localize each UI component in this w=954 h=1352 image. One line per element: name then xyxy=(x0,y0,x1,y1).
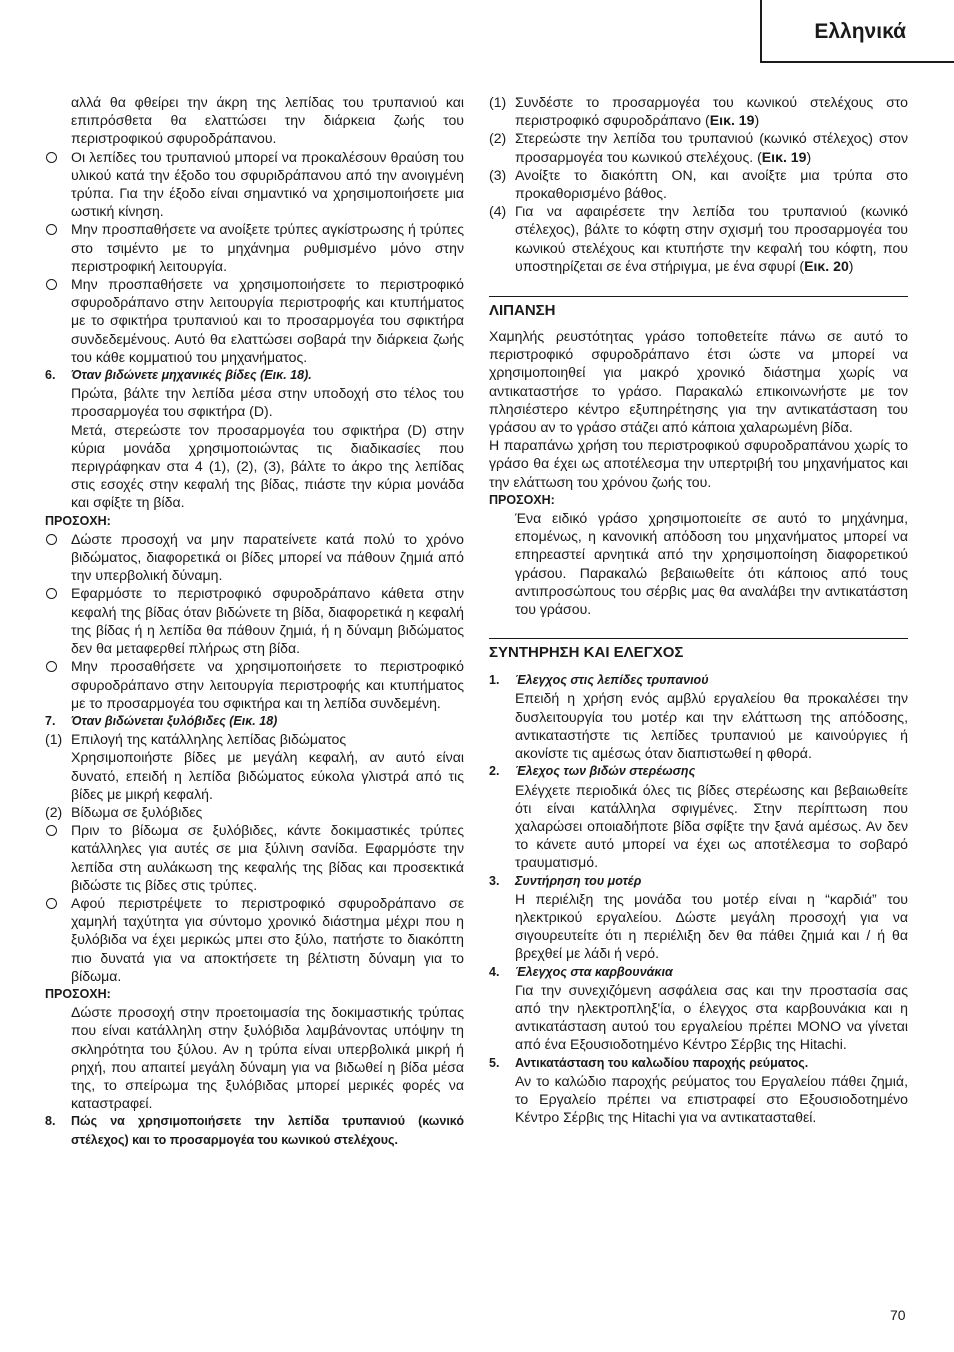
paragraph: Χαμηλής ρευστότητας γράσο τοποθετείτε πάνω σε αυτό το περιστροφικό σφυροδράπανο έτσι ώστε να μπορεί να χρησιμοποιηθεί για μακρό χρονικό διάστημα χωρίς να αντικαταστήσε το γράσο. Παρακαλώ επικοινωνήστε με τον πλησιέστερο κέντρο εξυπηρέτησης για την αντικατάσταση του γράσου αν το γράσο στάζει από κάποια χαλαρωμένη βίδα. xyxy=(489,328,908,436)
paragraph: αλλά θα φθείρει την άκρη της λεπίδας του τρυπανιού και επιπρόσθετα θα ελαττώσει την διάρκεια ζωής του περιστροφικού σφυροδράπανου. xyxy=(71,94,464,147)
step-item: (4) Για να αφαιρέσετε την λεπίδα του τρυπανιού (κωνικό στέλεχος), βάλτε το κόφτη στην σχισμή του προσαρμογέα του κωνικού στελέχους και κτυπήστε την κεφαλή του κόφτη, που υποστηρίζεται σε ένα στήριγμα, με ένα σφυρί (Εικ. 20) xyxy=(489,203,908,274)
right-column xyxy=(489,93,908,1126)
sub-item: (1) Επιλογή της κατάλληλης λεπίδας βιδώματος xyxy=(45,731,347,748)
paragraph: Η περιέλιξη της μονάδα του μοτέρ είναι η “καρδιά” του ηλεκτρικού εργαλείου. Δώστε μεγάλη προσοχή για να σιγουρευτείτε ότι η περιέλιξη δεν θα πάθει ζημιά και / ή θα βρεχθεί με λάδι ή νερό. xyxy=(515,890,908,962)
language-tab xyxy=(760,0,954,63)
bullet-item: Οι λεπίδες του τρυπανιού μπορεί να προκαλέσουν θραύση του υλικού κατά την έξοδο του σφυριδράπανου από την ανοιγμένη τρύπα. Για την έξοδο είναι σημαντικό να χρησιμοποιήσετε μια ωστική κίνηση. xyxy=(45,148,464,221)
step-item: (3) Ανοίξτε το διακόπτη ON, και ανοίξτε μια τρύπα στο προκαθορισμένο βάθος. xyxy=(489,166,908,202)
bullet-item: Μην προσπαθήσετε να ανοίξετε τρύπες αγκίστρωσης ή τρύπες στο τσιμέντο με το μηχάνημα ρυθμισμένο μόνο στην περιστροφική λειτουργία. xyxy=(45,220,464,275)
paragraph: Αν το καλώδιο παροχής ρεύματος του Εργαλείου πάθει ζημιά, το Εργαλείο πρέπει να επιστραφεί στο Εξουσιοδοτημένο Κέντρο Σέρβις της Hitachi για να αντικατασταθεί. xyxy=(515,1072,908,1126)
step-item: (1) Συνδέστε το προσαρμογέα του κωνικού στελέχους στο περιστροφικό σφυροδράπανο (Εικ. 19) xyxy=(489,94,908,129)
lubrication-heading: ΛΙΠΑΝΣΗ xyxy=(489,296,908,321)
step-item: (2) Στερεώστε την λεπίδα του τρυπανιού (κωνικό στέλεχος) στον προσαρμογέα του κωνικού στελέχους. (Εικ. 19) xyxy=(489,130,908,165)
paragraph: Για την συνεχιζόμενη ασφάλεια σας και την προστασία σας από την ηλεκτροπληξ'ία, ο έλεγχος στα καρβουνάκια και η αντικατάσταση αυτού του εργαλείου πρέπει ΜΟΝΟ να γίνεται από ένα Εξουσιοδοτημένο Κέντρο Σέρβις της Hitachi. xyxy=(515,981,908,1053)
paragraph: Η παραπάνω χρήση του περιστροφικού σφυροδραπάνου χωρίς το γράσο θα έχει ως αποτέλεσμα την υπερτριβή του μηχανήματος και την ελάττωση του χρόνου ζωής του. xyxy=(489,437,908,490)
section-7-heading: 7. Όταν βιδώνεται ξυλόβιδες (Εικ. 18) xyxy=(45,713,278,728)
maintenance-item-heading: 3. Συντήρηση του μοτέρ xyxy=(489,873,642,888)
bullet-item: Πριν το βίδωμα σε ξυλόβιδες, κάντε δοκιμαστικές τρύπες κατάλληλες για αυτές σε μια ξύλινη σανίδα. Εφαρμόστε την λεπίδα στη αυλάκωση της κεφαλής της βίδας και προσεκτικά βιδώστε τις βίδες στις τρύπες. xyxy=(45,821,464,894)
maintenance-heading: ΣΥΝΤΗΡΗΣΗ ΚΑΙ ΕΛΕΓΧΟΣ xyxy=(489,638,908,663)
caution-label: ΠΡΟΣΟΧΗ: xyxy=(489,492,555,507)
section-8-heading: 8. Πώς να χρησιμοποιήσετε την λεπίδα τρυπανιού (κωνικό στέλεχος) και το προσαρμογέα του κωνικού στελέχους. xyxy=(45,1114,464,1147)
language-label: Ελληνικά xyxy=(814,20,906,43)
paragraph: Ένα ειδικό γράσο χρησιμοποιείτε σε αυτό το μηχάνημα, επομένως, η κανονική απόδοση του μηχανήματος μπορεί να επηρεαστεί αρνητικά από την χρησιμοποίηση διαφορετικού γράσου. Παρακαλώ βεβαιωθείτε ότι κάποιος από τους αντιπροσώπους του σέρβις μας θα αναλάβει την αντικατάστση του γράσου. xyxy=(515,510,908,618)
maintenance-item-heading: 2. Έλεχος των βιδών στερέωσης xyxy=(489,764,696,779)
maintenance-item-heading: 4. Έλεγχος στα καρβουνάκια xyxy=(489,964,673,979)
left-column xyxy=(45,93,464,1149)
maintenance-item-heading: 5. Αντικατάσταση του καλωδίου παροχής ρεύματος. xyxy=(489,1055,809,1070)
bullet-item: Μην προσαθήσετε να χρησιμοποιήσετε το περιστροφικό σφυροδράπανο στην λειτουργία περιστροφής και κτυπήματος με το προσαρμογέα του σφικτήρα και τη λεπίδα συνδεμένη. xyxy=(45,657,464,712)
sub-item: (2) Βίδωμα σε ξυλόβιδες xyxy=(45,803,203,820)
section-6-heading: 6. Όταν βιδώνετε μηχανικές βίδες (Εικ. 18). xyxy=(45,368,312,383)
paragraph: Δώστε προσοχή στην προετοιμασία της δοκιμαστικής τρύπας που είναι κατάλληλη στην ξυλόβιδα λαμβάνοντας υπόψην τη σκληρότητα του ξύλου. Αν η τρύπα είναι υπερβολικά μικρή ή ρηχή, που απαιτεί μεγάλη δύναμη για να βιδωθεί η βίδα μέσα της, το σπείρωμα της ξυλόβιδας μπορεί μερικές φορές να καταστραφεί. xyxy=(71,1004,464,1112)
paragraph: Πρώτα, βάλτε την λεπίδα μέσα στην υποδοχή στο τέλος του προσαρμογέα του σφικτήρα (D). xyxy=(71,385,464,420)
maintenance-item-heading: 1. Έλεγχος στις λεπίδες τρυπανιού xyxy=(489,673,709,688)
bullet-item: Δώστε προσοχή να μην παρατείνετε κατά πολύ το χρόνο βιδώματος, διαφορετικά οι βίδες μπορεί να πάθουν ζημιά από την υπερβολική δύναμη. xyxy=(45,530,464,585)
paragraph: Ελέγχετε περιοδικά όλες τις βίδες στερέωσης και βεβαιωθείτε ότι είναι κατάλληλα σφιγμένες. Στην περίπτωση που χαλαρώσει οποιαδήποτε βίδα σφίξτε την ξανά αμέσως. Αν δεν το κάνετε αυτό μπορεί να έχει ως αποτέλεσμα το σοβαρό τραυματισμό. xyxy=(515,781,908,871)
caution-label: ΠΡΟΣΟΧΗ: xyxy=(45,986,111,1001)
bullet-item: Αφού περιστρέψετε το περιστροφικό σφυροδράπανο σε χαμηλή ταχύτητα για σύντομο χρονικό διάστημα μέχρι που η ξυλόβιδα να έχει μερικώς μπει στο ξύλο, πατήστε το διακόπτη πιο δυνατά για να αποκτήσετε τη βέλτιστη δύναμη για το βίδωμα. xyxy=(45,894,464,985)
caution-label: ΠΡΟΣΟΧΗ: xyxy=(45,513,111,528)
paragraph: Χρησιμοποιήστε βίδες με μεγάλη κεφαλή, αν αυτό είναι δυνατό, επειδή η λεπίδα βιδώματος εύκολα γλιστρά από τις βίδες με μικρή κεφαλή. xyxy=(71,749,464,802)
paragraph: Επειδή η χρήση ενός αμβλύ εργαλείου θα προκαλέσει την δυσλειτουργία του μοτέρ και την ελάττωση της απόδοσης, αντικαταστήστε τις λεπίδες τρυπανιού με καινούργιες ή ακονίστε τις αμέσως όταν διαπιστωθεί η φθορά. xyxy=(515,690,908,762)
paragraph: Μετά, στερεώστε τον προσαρμογέα του σφικτήρα (D) στην κύρια μονάδα χρησιμοποιώντας τις διαδικασίες που περιγράφηκαν στα 4 (1), (2), (3), βάλτε το άκρο της λεπίδας στις εσοχές στην κεφαλή της βίδας, πιάστε την κύρια μονάδα και σφίξτε τη βίδα. xyxy=(71,421,464,511)
bullet-item: Μην προσπαθήσετε να χρησιμοποιήσετε το περιστροφικό σφυροδράπανο στην λειτουργία περιστροφής και κτυπήματος με το σφικτήρα τρυπανιού και το προσαρμογέα του σφικτήρα συνδεδεμένους. Αυτό θα ελαττώσει σοβαρά την διάρκεια ζωής του κάθε κομματιού του μηχανήματος. xyxy=(45,275,464,366)
bullet-item: Εφαρμόστε το περιστροφικό σφυροδράπανο κάθετα στην κεφαλή της βίδας όταν βιδώνετε τη βίδα, διαφορετικά η κεφαλή της βίδας ή η λεπίδα θα πάθουν ζημιά, ή η δύναμη βιδώματος δεν θα μεταφερθεί πλήρως στη βίδα. xyxy=(45,584,464,657)
page-number: 70 xyxy=(890,1307,906,1323)
